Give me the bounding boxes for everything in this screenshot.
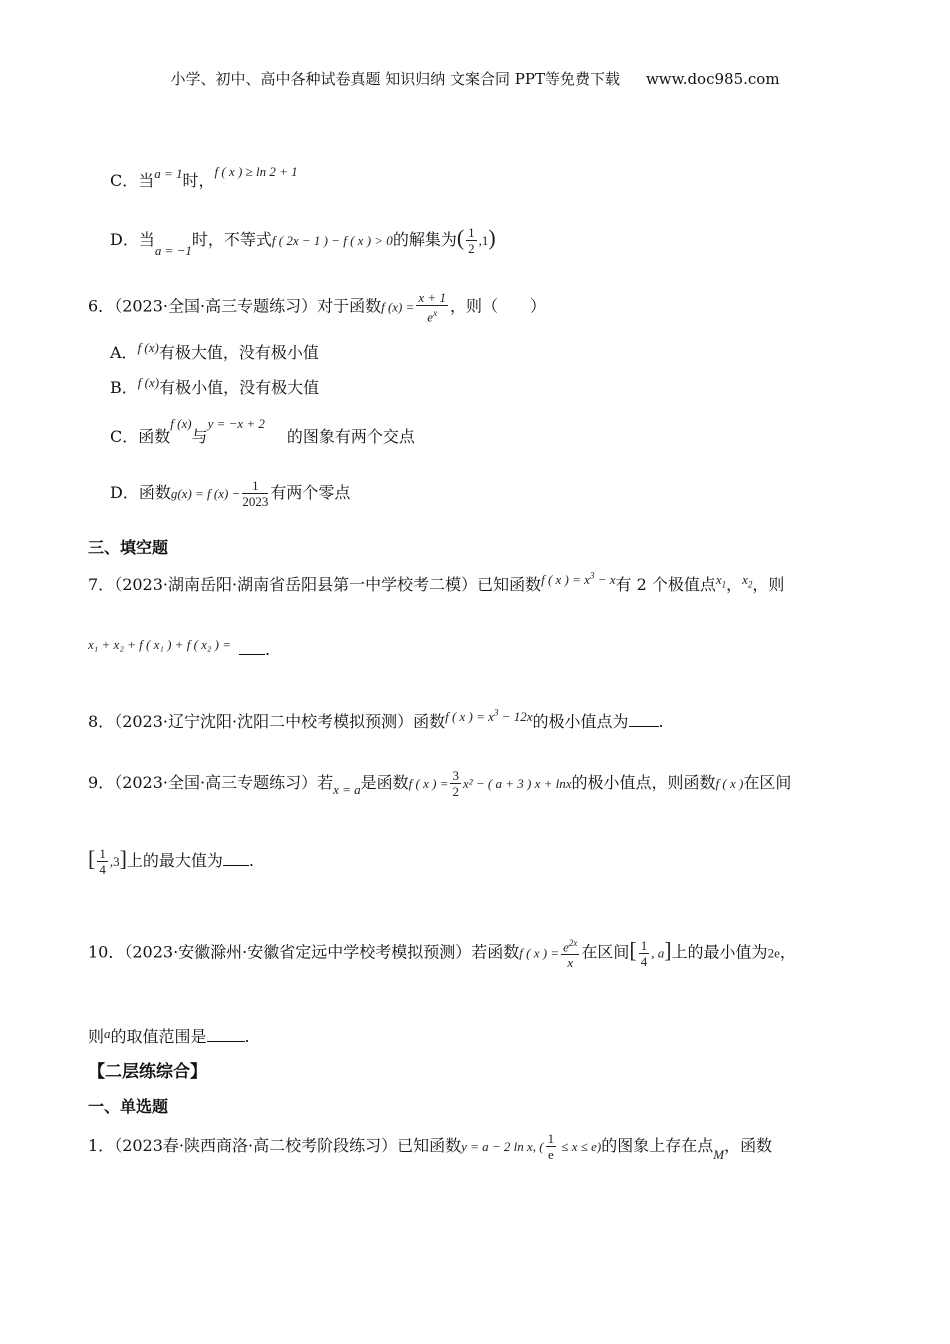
section-fill-in-title: 三、填空题 — [88, 538, 169, 557]
q6-option-b[interactable]: B．$^{f (x)}$有极小值，没有极大值 — [110, 375, 320, 397]
q8-answer-blank[interactable] — [629, 712, 659, 727]
q5-option-c[interactable]: C．当$^{a = 1}$时，$^{f ( x ) \ge ln 2 + 1}$ — [110, 164, 298, 190]
layer-2-title: 【二层练综合】 — [88, 1062, 207, 1082]
q6-option-c[interactable]: C．函数$^{f (x)}$与$^{y = -x + 2}$的图象有两个交点 — [110, 416, 415, 446]
q9-answer-blank[interactable] — [223, 851, 249, 866]
q7-answer-blank[interactable] — [239, 640, 265, 655]
question-8: 8．（2023·辽宁沈阳·沈阳二中校考模拟预测）函数$^{f ( x ) = x^3 - 12x}$的极小值点为 . — [88, 707, 664, 731]
question-9: 9．（2023·全国·高三专题练习）若$_{x = a}$是函数f ( x ) = $\frac{3}{2}$ x² − ( a + 3 ) x + lnx的极小值点，则函数f ( x )在区间 — [88, 768, 792, 799]
q10-answer-blank[interactable] — [207, 1027, 245, 1042]
question-7: 7．（2023·湖南岳阳·湖南省岳阳县第一中学校考二模）已知函数$^{f ( x ) = x^3 - x}$有 2 个极值点$^{x_1}$，$^{x_2}$，则 — [88, 570, 785, 594]
page-header — [0, 68, 950, 89]
header-text: 小学、初中、高中各种试卷真题 知识归纳 文案合同 PPT等免费下载 — [170, 70, 620, 88]
question-1: 1．（2023春·陕西商洛·高二校考阶段练习）已知函数y = a − 2 ln x, ( $\frac{1}{e}$ ≤ x ≤ e)的图象上存在点$_M$，函数 — [88, 1131, 773, 1162]
q9-interval-line: [ $\frac{1}{4}$ ,3]上的最大值为 . — [88, 846, 255, 877]
section-single-choice-title: 一、单选题 — [88, 1097, 169, 1116]
q10-line-2: 则$^a$的取值范围是 . — [88, 1026, 250, 1046]
header-site[interactable]: www.doc985.com — [645, 70, 780, 88]
question-6: 6．（2023·全国·高三专题练习）对于函数f (x) = $\frac{x + 1}{e^x}$ ，则（ ） — [88, 290, 546, 325]
q6-option-d[interactable]: D．函数g(x) = f (x) − $\frac{1}{2023}$ 有两个零点 — [110, 478, 351, 509]
q5-option-d[interactable]: D．当$_{a = -1}$时，不等式f ( 2x − 1 ) − f ( x ) > 0的解集为( $\frac{1}{2}$ ,1) — [110, 225, 496, 258]
q7-expression: $^{x_1 + x_2 + f ( x_1 ) + f ( x_2 ) =}$ . — [88, 637, 271, 659]
question-10: 10．（2023·安徽滁州·安徽省定远中学校考模拟预测）若函数f ( x ) = $\frac{e^{2x}}{x}$ 在区间[ $\frac{1}{4}$ , a]上的最小值为2e， — [88, 937, 796, 971]
q6-option-a[interactable]: A．$^{f (x)}$有极大值，没有极小值 — [110, 340, 319, 362]
